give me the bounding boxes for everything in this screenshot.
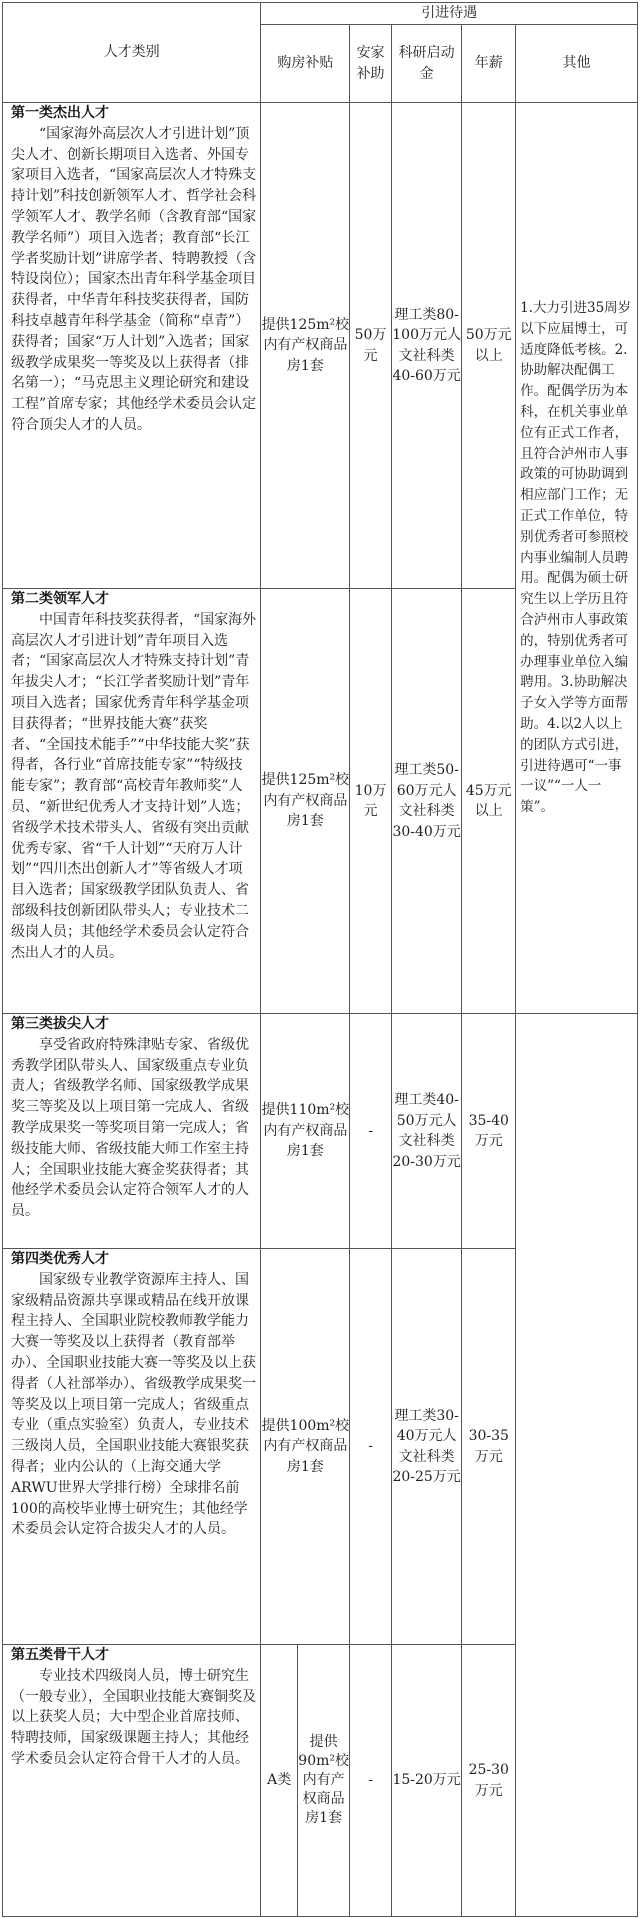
header-research: 科研启动金: [391, 25, 462, 103]
research-cell: 理工类30-40万元人文社科类20-25万元: [391, 1249, 462, 1645]
settle-cell: -: [350, 1014, 391, 1249]
salary-cell: 45万元以上: [462, 589, 516, 1014]
category-cell: [3, 1014, 261, 1249]
settle-cell: 50万元: [350, 103, 391, 589]
category-desc: “国家海外高层次人才引进计划”顶尖人才、创新长期项目入选者、外国专家项目入选者，“国家高层次人才特殊支持计划”科技创新领军人才、哲学社会科学领军人才、教学名师（含教育部“国家教学名师”）项目入选者；教育部“长江学者奖励计划”讲席学者、特聘教授（含特设岗位）；国家杰出青年科学基金项目获得者，中华青年科技奖获得者，国防科技卓越青年科学基金（简称“卓青”）获得者；国家“万人计划”入选者；国家级教学成果奖一等奖及以上获得者（排名第一）；“马克思主义理论研究和建设工程”首席专家；其他经学术委员会认定符合顶尖人才的人员。: [11, 125, 257, 433]
category-desc: 中国青年科技奖获得者，“国家海外高层次人才引进计划”青年项目入选者；“国家高层次人才特殊支持计划”青年拔尖人才；“长江学者奖励计划”青年项目入选者；国家优秀青年科学基金项目获得者；“世界技能大赛”获奖者、“全国技术能手”“中华技能大奖”获得者，各行业“首席技能专家”“特级技能专家”；教育部“高校青年教师奖”人员、“新世纪优秀人才支持计划”人选；省级学术技术带头人、省级有突出贡献优秀专家、省“千人计划”“天府万人计划”“四川杰出创新人才”等省级人才项目入选者；国家级教学团队负责人、省部级科技创新团队带头人；专业技术二级岗人员；其他经学术委员会认定符合杰出人才的人员。: [11, 611, 257, 961]
category-cell: [3, 1645, 261, 1917]
research-cell: 理工类80-100万元人文社科类40-60万元: [391, 103, 462, 589]
subclass-cell: A类: [261, 1645, 298, 1917]
salary-cell: 30-35万元: [462, 1249, 516, 1645]
header-settle: 安家补助: [350, 25, 391, 103]
housing-cell: 提供90m²校内有产权商品房1套: [297, 1645, 349, 1917]
research-cell: 理工类40-50万元人文社科类20-30万元: [391, 1014, 462, 1249]
talent-treatment-table: [2, 2, 638, 1917]
table-row: [3, 1014, 638, 1249]
category-title: 第一类杰出人才: [11, 105, 109, 121]
category-title: 第三类拔尖人才: [11, 1016, 109, 1032]
salary-cell: 35-40万元: [462, 1014, 516, 1249]
category-desc: 享受省政府特殊津贴专家、省级优秀教学团队带头人、国家级重点专业负责人；省级教学名师、国家级教学成果奖三等奖及以上项目第一完成人、省级教学成果奖一等奖项目第一完成人；省级技能大师、省级技能大师工作室主持人；全国职业技能大赛金奖获得者；其他经学术委员会认定符合领军人才的人员。: [11, 1036, 249, 1220]
housing-cell: 提供110m²校内有产权商品房1套: [261, 1014, 350, 1249]
header-other: 其他: [516, 25, 638, 103]
header-category: 人才类别: [3, 3, 261, 103]
salary-cell: 50万元以上: [462, 103, 516, 589]
settle-cell: -: [350, 1645, 391, 1917]
salary-cell: 25-30万元: [462, 1645, 516, 1917]
housing-cell: 提供125m²校内有产权商品房1套: [261, 103, 350, 589]
category-title: 第四类优秀人才: [11, 1251, 109, 1267]
settle-cell: -: [350, 1249, 391, 1645]
category-desc: 国家级专业教学资源库主持人、国家级精品资源共享课或精品在线开放课程主持人、全国职业院校教师教学能力大赛一等奖及以上获得者（教育部举办）、全国职业技能大赛一等奖及以上获得者（人社部举办）、省级教学成果奖一等奖及以上项目第一完成人；省级重点专业（重点实验室）负责人，专业技术三级岗人员，全国职业技能大赛银奖获得者；业内公认的（上海交通大学ARWU世界大学排行榜）全球排名前100的高校毕业博士研究生；其他经学术委员会认定符合拔尖人才的人员。: [11, 1271, 256, 1538]
category-cell: [3, 103, 261, 589]
research-cell: 理工类50-60万元人文社科类30-40万元: [391, 589, 462, 1014]
research-cell: 15-20万元: [391, 1645, 462, 1917]
other-empty-cell: [516, 1014, 638, 1917]
table-row: [3, 103, 638, 589]
housing-cell: 提供125m²校内有产权商品房1套: [261, 589, 350, 1014]
housing-cell: 提供100m²校内有产权商品房1套: [261, 1249, 350, 1645]
category-title: 第五类骨干人才: [11, 1647, 109, 1663]
category-title: 第二类领军人才: [11, 591, 109, 607]
other-cell: 1.大力引进35周岁以下应届博士，可适度降低考核。2.协助解决配偶工作。配偶学历为本科，在机关事业单位有正式工作者，且符合泸州市人事政策的可协助调到相应部门工作；无正式工作单位，特别优秀者可参照校内事业编制人员聘用。配偶为硕士研究生以上学历且符合泸州市人事政策的，特别优秀者可办理事业单位入编聘用。3.协助解决子女入学等方面帮助。4.以2人以上的团队方式引进，引进待遇可“一事一议”“一人一策”。: [516, 103, 638, 1014]
header-housing: 购房补贴: [261, 25, 350, 103]
header-salary: 年薪: [462, 25, 516, 103]
category-desc: 专业技术四级岗人员，博士研究生（一般专业），全国职业技能大赛铜奖及以上获奖人员；大中型企业首席技师、特聘技师，国家级课题主持人；其他经学术委员会认定符合骨干人才的人员。: [11, 1667, 256, 1767]
header-treatment-group: 引进待遇: [261, 3, 638, 25]
category-cell: [3, 1249, 261, 1645]
category-cell: [3, 589, 261, 1014]
settle-cell: 10万元: [350, 589, 391, 1014]
